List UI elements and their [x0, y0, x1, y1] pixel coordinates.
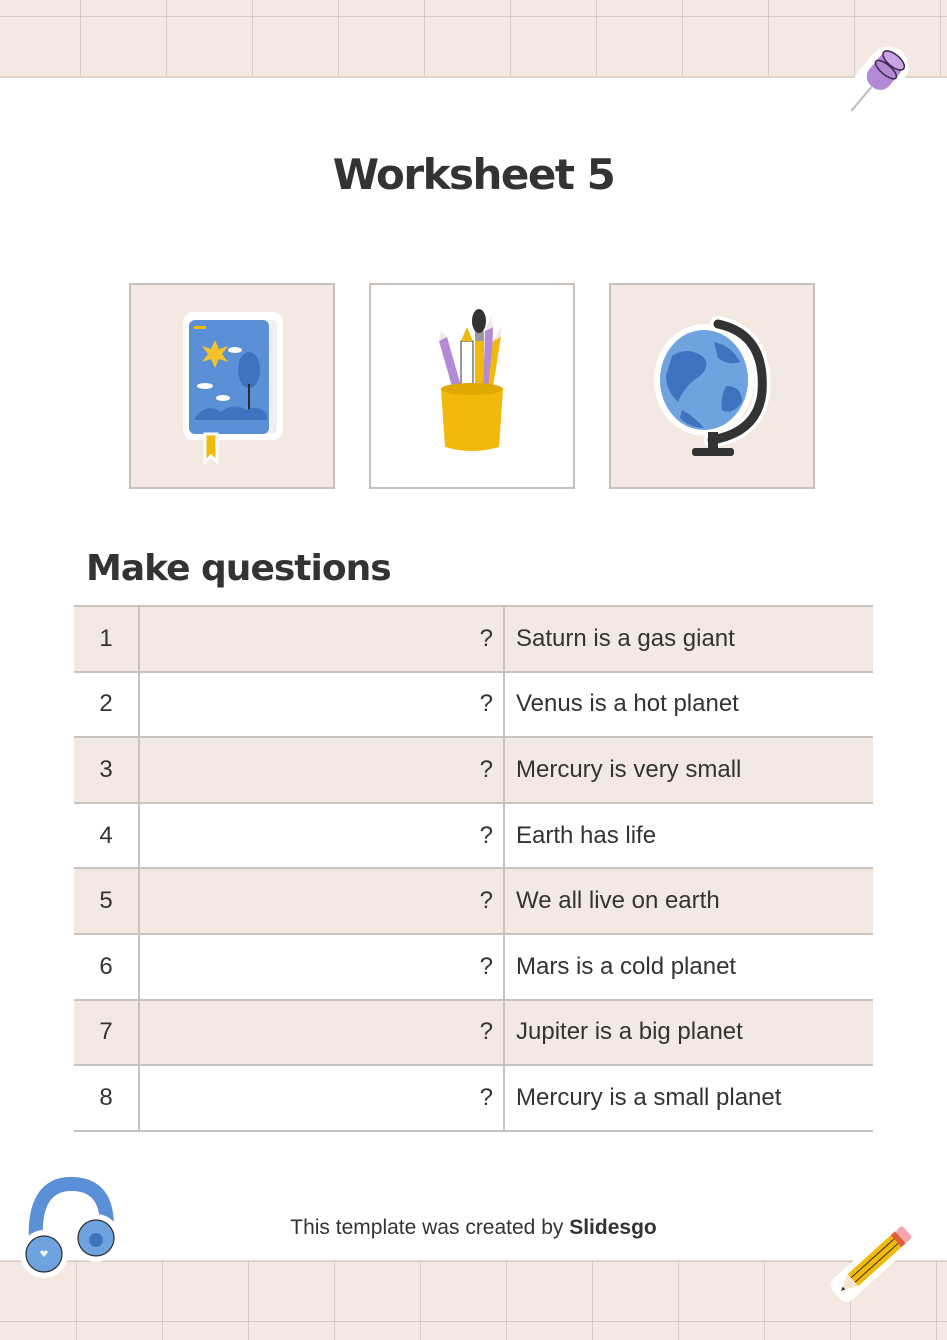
footer-credit: [0, 1216, 947, 1240]
answer-text: Mercury is very small: [504, 737, 873, 803]
section-heading: Make questions: [86, 548, 391, 589]
row-number: 1: [74, 606, 139, 672]
footer-brand-link[interactable]: Slidesgo: [569, 1216, 657, 1239]
answer-text: Mercury is a small planet: [504, 1065, 873, 1131]
book-icon: [167, 306, 297, 466]
question-blank[interactable]: ?: [139, 803, 504, 869]
row-number: 8: [74, 1065, 139, 1131]
image-card-pencil-cup: [369, 283, 575, 489]
answer-text: Venus is a hot planet: [504, 672, 873, 738]
globe-icon: [642, 306, 782, 466]
table-row: [74, 737, 873, 803]
image-card-book: [129, 283, 335, 489]
questions-table: [74, 605, 873, 1132]
bottom-grid-band: [0, 1260, 947, 1340]
pencil-icon: [818, 1214, 928, 1310]
footer-text: This template was created by: [290, 1216, 570, 1239]
row-number: 6: [74, 934, 139, 1000]
question-blank[interactable]: ?: [139, 1000, 504, 1066]
table-row: [74, 934, 873, 1000]
row-number: 5: [74, 868, 139, 934]
image-card-globe: [609, 283, 815, 489]
table-row: [74, 672, 873, 738]
table-row: [74, 606, 873, 672]
row-number: 2: [74, 672, 139, 738]
table-row: [74, 1065, 873, 1131]
answer-text: Jupiter is a big planet: [504, 1000, 873, 1066]
answer-text: Mars is a cold planet: [504, 934, 873, 1000]
page-title: Worksheet 5: [332, 150, 615, 199]
row-number: 4: [74, 803, 139, 869]
question-blank[interactable]: ?: [139, 672, 504, 738]
table-row: [74, 868, 873, 934]
answer-text: Saturn is a gas giant: [504, 606, 873, 672]
question-blank[interactable]: ?: [139, 868, 504, 934]
answer-text: Earth has life: [504, 803, 873, 869]
question-blank[interactable]: ?: [139, 934, 504, 1000]
question-blank[interactable]: ?: [139, 1065, 504, 1131]
table-row: [74, 1000, 873, 1066]
answer-text: We all live on earth: [504, 868, 873, 934]
top-grid-band: [0, 0, 947, 78]
question-blank[interactable]: ?: [139, 737, 504, 803]
question-blank[interactable]: ?: [139, 606, 504, 672]
table-row: [74, 803, 873, 869]
push-pin-icon: [818, 36, 928, 132]
row-number: 7: [74, 1000, 139, 1066]
pencil-cup-icon: [417, 301, 527, 471]
headphones-icon: [14, 1174, 126, 1284]
row-number: 3: [74, 737, 139, 803]
